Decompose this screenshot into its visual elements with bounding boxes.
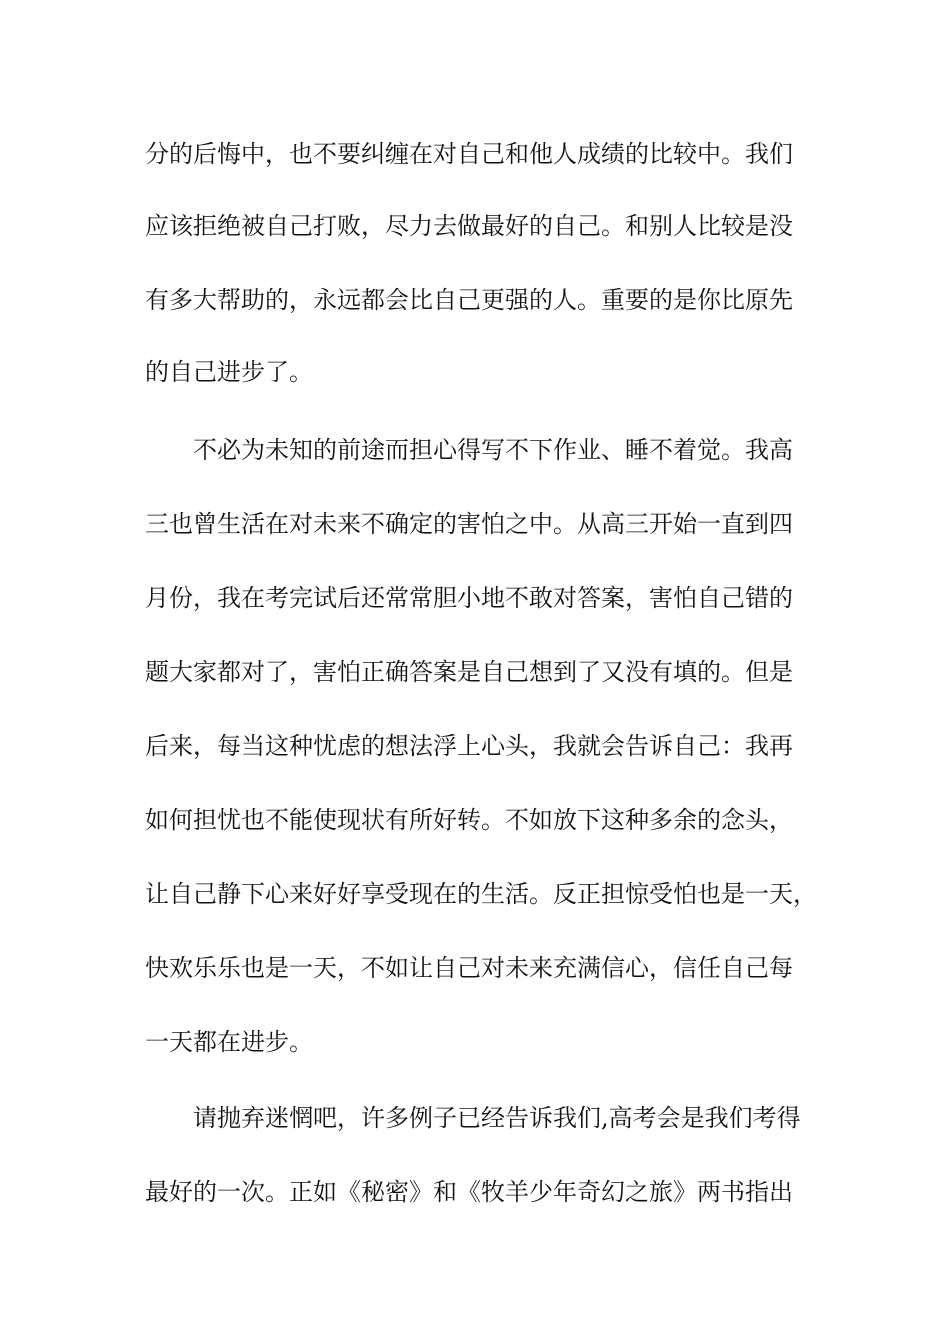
text-line-12: 快欢乐乐也是一天，不如让自己对未来充满信心，信任自己每 (145, 954, 793, 982)
text-line-6: 三也曾生活在对未来不确定的害怕之中。从高三开始一直到四 (145, 510, 793, 538)
text-line-4: 的自己进步了。 (145, 358, 313, 386)
text-line-10: 如何担忧也不能使现状有所好转。不如放下这种多余的念头， (145, 806, 793, 834)
text-line-3: 有多大帮助的，永远都会比自己更强的人。重要的是你比原先 (145, 286, 793, 314)
text-line-9: 后来，每当这种忧虑的想法浮上心头，我就会告诉自己：我再 (145, 732, 793, 760)
text-line-2: 应该拒绝被自己打败，尽力去做最好的自己。和别人比较是没 (145, 212, 793, 240)
text-line-11: 让自己静下心来好好享受现在的生活。反正担惊受怕也是一天， (145, 880, 817, 908)
text-line-15: 最好的一次。正如《秘密》和《牧羊少年奇幻之旅》两书指出 (145, 1178, 793, 1206)
paragraph-3-first-line: 请抛弃迷惘吧，许多例子已经告诉我们,高考会是我们考得 (193, 1104, 801, 1132)
text-line-8: 题大家都对了，害怕正确答案是自己想到了又没有填的。但是 (145, 658, 793, 686)
text-line-13: 一天都在进步。 (145, 1028, 313, 1056)
text-line-1: 分的后悔中，也不要纠缠在对自己和他人成绩的比较中。我们 (145, 140, 793, 168)
paragraph-2-first-line: 不必为未知的前途而担心得写不下作业、睡不着觉。我高 (193, 436, 793, 464)
text-line-7: 月份，我在考完试后还常常胆小地不敢对答案，害怕自己错的 (145, 584, 793, 612)
